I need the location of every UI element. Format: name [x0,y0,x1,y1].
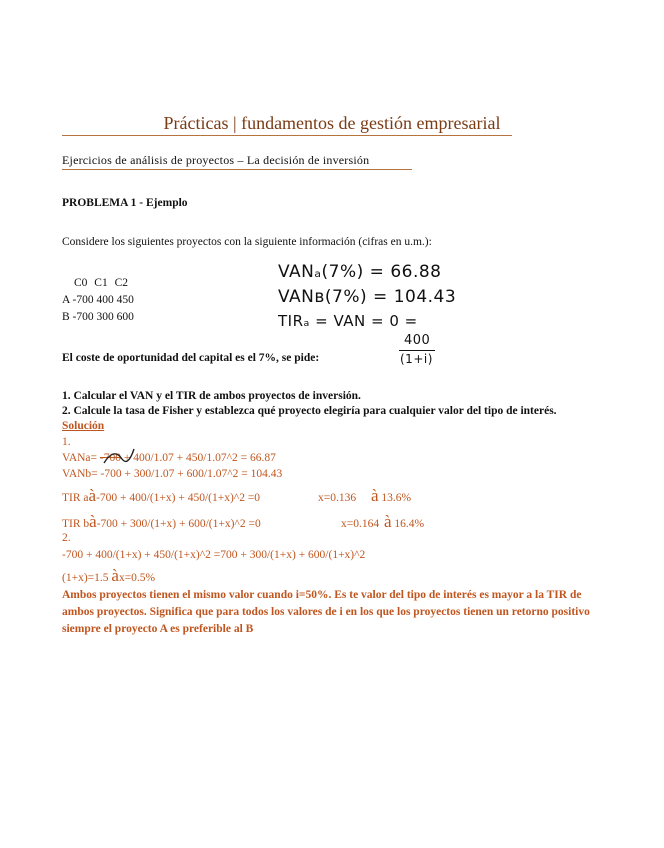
section-subtitle: Ejercicios de análisis de proyectos – La decisión de inversión [62,153,370,167]
arrow-glyph: à [371,486,379,505]
handwritten-van-a: VANₐ(7%) = 66.88 [278,262,442,282]
handwritten-fraction-numerator: 400 [404,333,431,348]
table-header: C0 C1 C2 [74,277,129,289]
fisher-result: x=0.5% [118,572,156,584]
van-a-prefix: VANa= [62,452,100,464]
question-1: 1. Calcular el VAN y el TIR de ambos proyectos de inversión. [62,390,361,402]
arrow-glyph: à [384,512,392,531]
handwritten-van-b: VANв(7%) = 104.43 [278,287,457,307]
tir-b-percent: 16.4% [394,518,425,530]
tir-a-x: x=0.136 [318,492,357,504]
arrow-glyph: à [111,566,119,585]
tir-b-prefix: TIR b [62,518,90,530]
tir-b-line [62,512,261,532]
van-a-rest: + 400/1.07 + 450/1.07^2 = 66.87 [121,452,276,464]
arrow-glyph: à [89,512,97,531]
tir-b-result [341,512,424,532]
handwritten-fraction-denominator: (1+i) [400,352,433,366]
fisher-result-line [62,566,155,586]
van-a-struck-value: -700 [99,452,121,464]
solution-item-2: 2. [62,532,71,544]
tir-a-percent: 13.6% [381,492,412,504]
subtitle-underline [62,169,412,170]
solution-label: Solución [62,420,105,432]
conclusion-paragraph: Ambos proyectos tienen el mismo valor cuando i=50%. Es te valor del tipo de interés es mayor a la TIR de ambos proyectos. Significa que para todos los valores de i en los que los proyectos tienen un retorno positivo siempre el proyecto A es preferible al B [62,589,590,635]
van-b-line: VANb= -700 + 300/1.07 + 600/1.07^2 = 104.43 [62,468,283,480]
tir-b-x: x=0.164 [341,518,380,530]
tir-b-equation: -700 + 300/(1+x) + 600/(1+x)^2 =0 [96,518,261,530]
problem-heading: PROBLEMA 1 - Ejemplo [62,197,188,209]
tir-a-prefix: TIR a [62,492,89,504]
problem-intro: Considere los siguientes proyectos con la siguiente información (cifras en u.m.): [62,236,432,248]
question-2: 2. Calcule la tasa de Fisher y establezca qué proyecto elegiría para cualquier valor del tipo de interés. [62,405,557,417]
fisher-equation: -700 + 400/(1+x) + 450/(1+x)^2 =700 + 300/(1+x) + 600/(1+x)^2 [62,549,366,561]
tir-a-equation: -700 + 400/(1+x) + 450/(1+x)^2 =0 [96,492,261,504]
cost-of-capital-text: El coste de oportunidad del capital es el 7%, se pide: [62,352,320,364]
arrow-glyph: à [88,486,97,505]
van-a-line [62,452,276,464]
title-underline [62,135,512,136]
tir-a-result [318,486,411,506]
tir-a-line [62,486,260,506]
table-row-a: A -700 400 450 [62,294,134,306]
handwritten-fraction-bar [399,350,435,351]
solution-item-1: 1. [62,436,71,448]
handwritten-tir-a: TIRₐ = VAN = 0 = [278,312,418,330]
page-title: Prácticas | fundamentos de gestión empresarial [163,113,501,133]
fisher-prefix: (1+x)=1.5 [62,572,109,584]
strike-scribble [100,445,136,469]
table-row-b: B -700 300 600 [62,311,134,323]
